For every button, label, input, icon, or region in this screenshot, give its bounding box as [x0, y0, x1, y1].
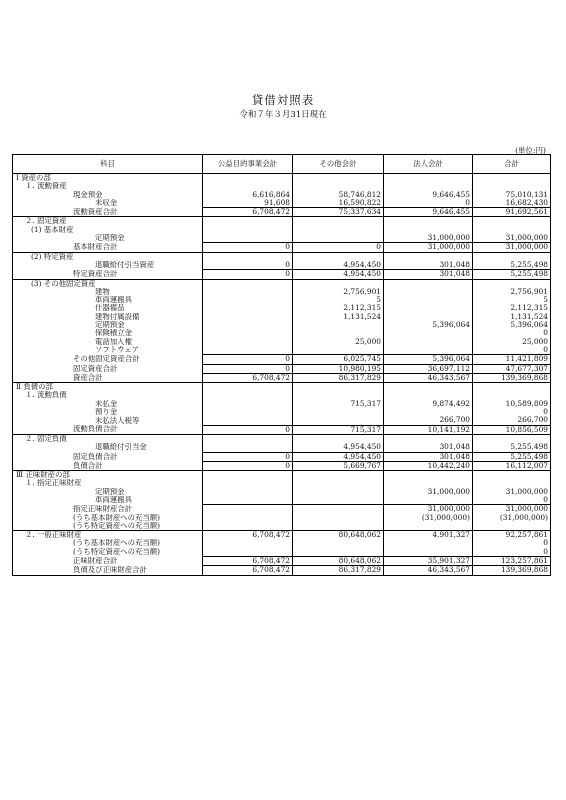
value-public-interest	[203, 391, 293, 399]
value-public-interest	[203, 252, 293, 261]
table-row	[13, 252, 551, 261]
value-other: 6,025,745	[293, 355, 384, 364]
value-public-interest: 0	[203, 355, 293, 364]
table-row	[13, 270, 551, 279]
value-total	[473, 217, 551, 226]
value-total: 5,396,064	[473, 321, 551, 329]
value-public-interest: 0	[203, 243, 293, 252]
value-total: 31,000,000	[473, 488, 551, 496]
value-total: 139,369,868	[473, 373, 551, 382]
value-public-interest	[203, 488, 293, 496]
value-total: 0	[473, 408, 551, 416]
value-total: 92,257,861	[473, 531, 551, 540]
value-total	[473, 182, 551, 190]
account-label: 基本財産合計	[13, 243, 203, 252]
table-row	[13, 174, 551, 183]
value-corporate: 31,000,000	[384, 488, 473, 496]
value-other: 2,756,901	[293, 288, 384, 296]
value-corporate	[384, 496, 473, 505]
table-row	[13, 514, 551, 522]
value-public-interest: 6,708,472	[203, 208, 293, 217]
value-corporate: 46,343,567	[384, 566, 473, 575]
account-label: 資産合計	[13, 373, 203, 382]
value-total: 0	[473, 329, 551, 337]
value-total: 16,682,430	[473, 199, 551, 208]
value-corporate: 301,048	[384, 443, 473, 452]
value-other: 5	[293, 296, 384, 304]
value-corporate: 301,048	[384, 261, 473, 270]
table-row	[13, 425, 551, 434]
value-corporate	[384, 329, 473, 337]
value-public-interest: 0	[203, 270, 293, 279]
value-other	[293, 391, 384, 399]
header-other: その他会計	[293, 155, 384, 174]
value-other: 4,954,450	[293, 443, 384, 452]
value-corporate	[384, 471, 473, 480]
value-other: 58,746,812	[293, 191, 384, 199]
value-public-interest: 91,608	[203, 199, 293, 208]
value-total	[473, 434, 551, 443]
value-corporate: 31,000,000	[384, 243, 473, 252]
table-header-row	[13, 155, 551, 174]
account-label: Ⅰ 資産の部	[16, 173, 51, 182]
value-public-interest	[203, 217, 293, 226]
value-public-interest: 0	[203, 364, 293, 373]
table-row	[13, 566, 551, 575]
value-total: 75,010,131	[473, 191, 551, 199]
value-other	[293, 514, 384, 522]
value-other: 1,131,524	[293, 313, 384, 321]
value-public-interest: 6,708,472	[203, 557, 293, 566]
table-row	[13, 199, 551, 208]
value-corporate	[384, 522, 473, 531]
table-row	[13, 364, 551, 373]
value-other: 4,954,450	[293, 452, 384, 461]
account-label: 負債及び正味財産合計	[73, 565, 147, 575]
table-row	[13, 217, 551, 226]
value-corporate: 46,343,567	[384, 373, 473, 382]
table-row	[13, 288, 551, 296]
value-total: 31,000,000	[473, 234, 551, 243]
value-other	[293, 471, 384, 480]
value-other	[293, 252, 384, 261]
value-corporate	[384, 479, 473, 487]
account-label: 特定資産合計	[13, 270, 203, 279]
table-row	[13, 338, 551, 346]
value-total: 5,255,498	[473, 443, 551, 452]
header-public-interest: 公益目的事業会計	[203, 155, 293, 174]
account-label: ２. 固定負債	[25, 434, 67, 443]
account-label: 未払法人税等	[95, 416, 140, 425]
account-label: 定期預金	[95, 234, 125, 243]
value-other	[293, 408, 384, 416]
value-public-interest	[203, 434, 293, 443]
value-other	[293, 496, 384, 505]
table-row	[13, 391, 551, 399]
value-public-interest	[203, 279, 293, 288]
value-public-interest	[203, 346, 293, 355]
table-row	[13, 355, 551, 364]
account-label: 流動資産合計	[13, 208, 203, 217]
value-total: 0	[473, 346, 551, 355]
value-other: 80,648,062	[293, 557, 384, 566]
value-public-interest	[203, 416, 293, 425]
value-public-interest: 0	[203, 425, 293, 434]
table-row	[13, 496, 551, 505]
account-label: (3) その他固定資産	[31, 279, 96, 288]
account-label: Ⅲ 正味財産の部	[16, 470, 70, 480]
account-label: 退職給付引当資産	[95, 260, 155, 270]
account-label: 正味財産合計	[73, 556, 118, 566]
value-corporate: 4,901,327	[384, 531, 473, 540]
value-public-interest	[203, 329, 293, 337]
value-total	[473, 391, 551, 399]
table-row	[13, 557, 551, 566]
value-public-interest: 0	[203, 261, 293, 270]
table-row	[13, 479, 551, 487]
table-row	[13, 471, 551, 480]
account-label: 預り金	[95, 408, 118, 417]
account-label: ２. 一般正味財産	[25, 530, 82, 540]
value-total: 5	[473, 296, 551, 304]
value-total: 0	[473, 539, 551, 547]
value-public-interest	[203, 514, 293, 522]
value-corporate	[384, 548, 473, 557]
document-title: 貸借対照表	[251, 93, 315, 107]
value-other	[293, 539, 384, 547]
value-corporate	[384, 288, 473, 296]
value-other	[293, 217, 384, 226]
value-total: 31,000,000	[473, 505, 551, 514]
table-row	[13, 329, 551, 337]
value-corporate: 31,000,000	[384, 505, 473, 514]
value-total: 266,700	[473, 416, 551, 425]
account-label: １. 流動資産	[25, 182, 67, 191]
value-corporate: 301,048	[384, 452, 473, 461]
value-corporate: 9,874,492	[384, 400, 473, 408]
account-label: １. 指定正味財産	[25, 479, 82, 488]
value-corporate	[384, 313, 473, 321]
value-public-interest: 6,708,472	[203, 531, 293, 540]
value-other	[293, 505, 384, 514]
value-total	[473, 479, 551, 487]
value-public-interest	[203, 234, 293, 243]
value-total	[473, 279, 551, 288]
value-public-interest	[203, 383, 293, 392]
account-label: (うち特定資産への充当額)	[13, 522, 203, 531]
value-other: 5,669,767	[293, 461, 384, 470]
value-corporate: 10,442,240	[384, 461, 473, 470]
value-other	[293, 479, 384, 487]
value-total: 5,255,498	[473, 452, 551, 461]
table-row	[13, 505, 551, 514]
value-other: 75,337,634	[293, 208, 384, 217]
table-row	[13, 539, 551, 547]
value-public-interest	[203, 496, 293, 505]
table-row	[13, 443, 551, 452]
value-corporate: 35,901,327	[384, 557, 473, 566]
value-total: 1,131,524	[473, 313, 551, 321]
value-other	[293, 182, 384, 190]
account-label: 負債合計	[13, 461, 203, 470]
value-corporate	[384, 539, 473, 547]
account-label: 固定負債合計	[73, 452, 118, 461]
value-corporate	[384, 182, 473, 190]
value-corporate: 266,700	[384, 416, 473, 425]
value-other	[293, 383, 384, 392]
table-row	[13, 226, 551, 234]
value-total: (31,000,000)	[473, 514, 551, 522]
value-corporate: 301,048	[384, 270, 473, 279]
account-label: Ⅱ 負債の部	[16, 382, 53, 392]
account-label: 建物	[95, 287, 110, 296]
value-other: 80,648,062	[293, 531, 384, 540]
value-other: 86,317,829	[293, 373, 384, 382]
value-public-interest	[203, 539, 293, 547]
value-other: 16,590,822	[293, 199, 384, 208]
value-corporate: 9,646,455	[384, 208, 473, 217]
value-total: 5,255,498	[473, 270, 551, 279]
value-public-interest	[203, 338, 293, 346]
value-corporate	[384, 174, 473, 183]
account-label: (うち基本財産への充当額)	[73, 539, 161, 548]
value-public-interest	[203, 296, 293, 304]
account-label: 現金預金	[73, 190, 103, 199]
account-label: 車両運搬具	[95, 495, 132, 505]
table-row	[13, 522, 551, 531]
value-corporate	[384, 346, 473, 355]
value-total: 2,112,315	[473, 304, 551, 312]
table-row	[13, 373, 551, 382]
value-other	[293, 434, 384, 443]
account-label: 電話加入権	[95, 337, 132, 346]
value-corporate: 10,141,192	[384, 425, 473, 434]
table-row	[13, 434, 551, 443]
value-total: 91,692,561	[473, 208, 551, 217]
table-row	[13, 416, 551, 425]
value-other	[293, 321, 384, 329]
value-total: 10,589,809	[473, 400, 551, 408]
value-corporate: 9,646,455	[384, 191, 473, 199]
value-total	[473, 522, 551, 531]
table-row	[13, 296, 551, 304]
value-public-interest	[203, 443, 293, 452]
account-label: 保険積立金	[95, 329, 132, 338]
account-label: ソフトウェア	[95, 345, 140, 355]
account-label: 退職給付引当金	[95, 443, 147, 452]
value-total: 0	[473, 496, 551, 505]
value-other	[293, 522, 384, 531]
account-label: 什器備品	[95, 304, 125, 313]
value-public-interest	[203, 226, 293, 234]
account-label: 定期預金	[95, 487, 125, 496]
value-other	[293, 234, 384, 243]
account-label: 定期預金	[95, 321, 125, 330]
value-corporate	[384, 252, 473, 261]
value-public-interest: 6,708,472	[203, 566, 293, 575]
account-label: (うち基本財産への充当額)	[73, 513, 161, 522]
table-row	[13, 452, 551, 461]
value-other	[293, 416, 384, 425]
account-label: (うち特定資産への充当額)	[73, 547, 161, 557]
value-corporate: 5,396,064	[384, 355, 473, 364]
value-public-interest	[203, 304, 293, 312]
value-other: 4,954,450	[293, 261, 384, 270]
value-total: 0	[473, 548, 551, 557]
value-public-interest	[203, 479, 293, 487]
account-label: 指定正味財産合計	[73, 504, 133, 514]
value-public-interest	[203, 408, 293, 416]
value-total: 16,112,007	[473, 461, 551, 470]
value-public-interest	[203, 471, 293, 480]
value-total	[473, 383, 551, 392]
header-account: 科目	[13, 155, 203, 174]
value-corporate: (31,000,000)	[384, 514, 473, 522]
value-total: 123,257,861	[473, 557, 551, 566]
header-total: 合計	[473, 155, 551, 174]
value-public-interest	[203, 288, 293, 296]
value-corporate	[384, 408, 473, 416]
unit-label: (単位:円)	[515, 146, 546, 155]
value-corporate	[384, 217, 473, 226]
value-total: 11,421,809	[473, 355, 551, 364]
table-row	[13, 313, 551, 321]
value-public-interest	[203, 548, 293, 557]
account-label: 未収金	[95, 198, 118, 208]
table-row	[13, 261, 551, 270]
value-public-interest	[203, 505, 293, 514]
value-total	[473, 471, 551, 480]
value-total: 139,369,868	[473, 566, 551, 575]
table-row	[13, 243, 551, 252]
account-label: 建物付属設備	[95, 312, 140, 321]
value-corporate	[384, 304, 473, 312]
table-row	[13, 383, 551, 392]
account-label: 車両運搬具	[95, 296, 132, 305]
value-total: 2,756,901	[473, 288, 551, 296]
account-label: １. 流動負債	[25, 391, 67, 400]
value-other	[293, 329, 384, 337]
value-other: 86,317,829	[293, 566, 384, 575]
value-corporate	[384, 279, 473, 288]
value-corporate: 0	[384, 199, 473, 208]
value-corporate	[384, 383, 473, 392]
value-public-interest: 6,616,864	[203, 191, 293, 199]
account-label: (2) 特定資産	[31, 252, 74, 261]
value-other: 4,954,450	[293, 270, 384, 279]
account-label: 流動負債合計	[13, 425, 203, 434]
value-other: 715,317	[293, 425, 384, 434]
value-other	[293, 548, 384, 557]
value-total: 10,856,509	[473, 425, 551, 434]
table-row	[13, 208, 551, 217]
table-row	[13, 321, 551, 329]
header-corporate: 法人会計	[384, 155, 473, 174]
table-row	[13, 182, 551, 190]
value-total: 47,677,307	[473, 364, 551, 373]
value-other	[293, 488, 384, 496]
table-row	[13, 234, 551, 243]
account-label: 固定資産合計	[73, 364, 118, 373]
value-other	[293, 279, 384, 288]
value-public-interest	[203, 313, 293, 321]
value-corporate	[384, 391, 473, 399]
table-row	[13, 408, 551, 416]
table-row	[13, 304, 551, 312]
value-other	[293, 174, 384, 183]
account-label: ２. 固定資産	[25, 216, 67, 226]
account-label: 未払金	[95, 399, 118, 408]
table-row	[13, 461, 551, 470]
table-row	[13, 279, 551, 288]
value-public-interest: 6,708,472	[203, 373, 293, 382]
balance-sheet-table	[12, 154, 551, 576]
table-row	[13, 400, 551, 408]
table-row	[13, 191, 551, 199]
value-total: 5,255,498	[473, 261, 551, 270]
value-public-interest	[203, 174, 293, 183]
value-other: 0	[293, 243, 384, 252]
value-total	[473, 226, 551, 234]
value-public-interest	[203, 182, 293, 190]
document-date: 令和７年３月31日現在	[239, 110, 327, 120]
value-total	[473, 174, 551, 183]
value-corporate: 31,000,000	[384, 234, 473, 243]
value-total: 25,000	[473, 338, 551, 346]
value-corporate	[384, 226, 473, 234]
account-label: (1) 基本財産	[31, 225, 74, 234]
value-corporate	[384, 338, 473, 346]
value-corporate: 36,697,112	[384, 364, 473, 373]
value-public-interest: 0	[203, 452, 293, 461]
value-other: 2,112,315	[293, 304, 384, 312]
table-body	[13, 174, 551, 576]
table-row	[13, 548, 551, 557]
value-other	[293, 346, 384, 355]
value-public-interest	[203, 522, 293, 531]
value-public-interest	[203, 400, 293, 408]
value-corporate: 5,396,064	[384, 321, 473, 329]
table-row	[13, 488, 551, 496]
table-row	[13, 531, 551, 540]
value-other: 715,317	[293, 400, 384, 408]
value-public-interest	[203, 321, 293, 329]
value-other	[293, 226, 384, 234]
value-corporate	[384, 434, 473, 443]
value-other: 25,000	[293, 338, 384, 346]
value-public-interest: 0	[203, 461, 293, 470]
value-corporate	[384, 296, 473, 304]
value-other: 10,980,195	[293, 364, 384, 373]
value-total: 31,000,000	[473, 243, 551, 252]
table-row	[13, 346, 551, 355]
value-total	[473, 252, 551, 261]
account-label: その他固定資産合計	[73, 354, 140, 364]
